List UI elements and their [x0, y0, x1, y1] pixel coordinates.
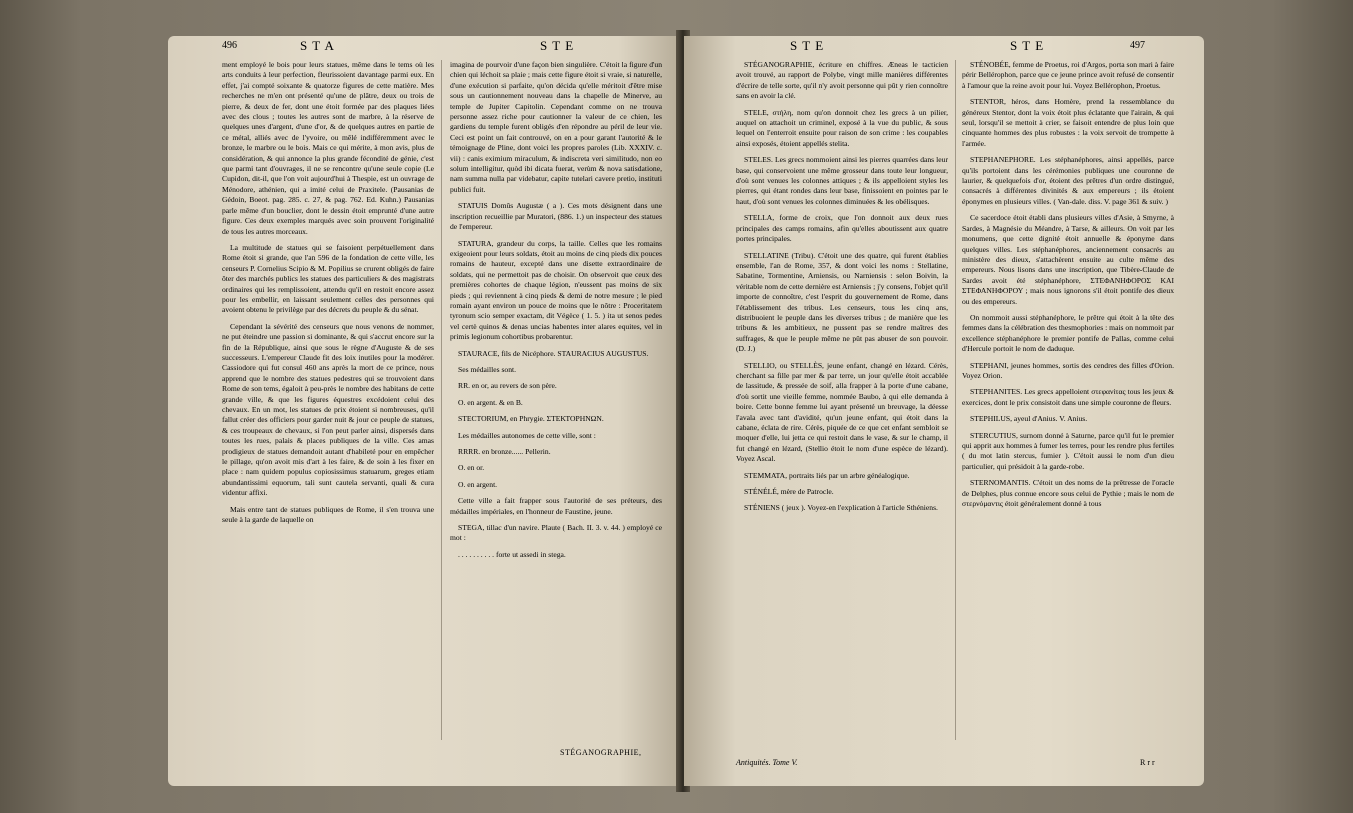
paragraph: imagina de pourvoir d'une façon bien singulière. C'étoit la figure d'un chien qui léchoit sa plaie ; mais cette figure étoit si vraie, si naturelle, d'une exécution si parfaite, qu'on décida qu'elle méritoit d'être mise sous un cautionnement nouveau dans la chapelle de Minerve, au temple de Jupiter Capitolin. Cependant comme on ne trouva personne assez riche pour cautionner la valeur de ce chien, les gardiens du temple furent obligés d'en répondre au péril de leur vie. Ceci est point un fait controuvé, on en a pour garant l'autorité & le témoignage de Pline, dont voici les propres paroles (Lib. XXXIV. c. vii) : canis eximium miraculum, & indiscreta veri similitudo, non eo solum intelligitur, quòd ibi dicata fuerat, verùm & nova satisdatione, nam summa nulla par videbatur, capite tutelari cavere pretio, instituti publici fuit.: [450, 60, 662, 194]
paragraph: STEPHANITES. Les grecs appelloient στεφανίτας tous les jeux & exercices, dont le prix consistoit dans une simple couronne de fleurs.: [962, 387, 1174, 407]
left-column-2: [450, 60, 662, 740]
right-page-number: 497: [1130, 40, 1145, 51]
right-running-head-2: S T E: [1010, 38, 1045, 53]
paragraph: STÉNOBÉE, femme de Proetus, roi d'Argos, porta son mari à faire périr Bellérophon, parce que ce jeune prince avoit refusé de consentir à l'amour que la reine avoit pour lui. Voyez Bellérophon, Proetus.: [962, 60, 1174, 90]
paragraph: STEMMATA, portraits liés par un arbre généalogique.: [744, 470, 910, 480]
paragraph: Les médailles autonomes de cette ville, sont :: [458, 430, 596, 440]
paragraph: STECTORIUM, en Phrygie. ΣΤΕΚΤΟΡΗΝΩΝ.: [458, 414, 604, 424]
left-page-number: 496: [222, 40, 237, 51]
paragraph: STEPHANEPHORE. Les stéphanéphores, ainsi appellés, parce qu'ils portoient dans les cérémonies publiques une couronne de laurier, & quelquefois d'or, étoient des prêtres d'un ordre distingué, consacrés à différentes divinités & aux empereurs ; ils étoient éponymes en plusieurs villes. ( Van-dale. diss. V. page 361 & suiv. ): [962, 155, 1174, 206]
paragraph: O. en argent.: [458, 479, 498, 489]
paragraph: STEPHANI, jeunes hommes, sortis des cendres des filles d'Orion. Voyez Orion.: [962, 360, 1174, 380]
paragraph: STERCUTIUS, surnom donné à Saturne, parce qu'il fut le premier qui apprit aux hommes à fumer les terres, pour les rendre plus fertiles ( du mot latin stercus, fumier ). C'étoit aussi le nom d'un dieu particulier, qui présidoit à la garde-robe.: [962, 430, 1174, 471]
paragraph: STÉNÉLÉ, mère de Patrocle.: [744, 487, 834, 497]
paragraph: Ses médailles sont.: [458, 364, 517, 374]
left-column-1: [222, 60, 434, 740]
footer-signature: R r r: [1140, 758, 1155, 767]
left-running-head-2: S T E: [540, 38, 575, 53]
paragraph: Cette ville a fait frapper sous l'autorité de ses préteurs, des médailles impériales, en l'honneur de Faustine, jeune.: [450, 496, 662, 516]
paragraph: STAURACE, fils de Nicéphore. STAURACIUS AUGUSTUS.: [458, 348, 649, 358]
paragraph: On nommoit aussi stéphanéphore, le prêtre qui étoit à la tête des femmes dans la célébration des thesmophories : mais on nommoit par excellence stéphanéphore le premier pontife de Pallas, comme celui d'Hercule portoit le nom de daduque.: [962, 312, 1174, 354]
paragraph: La multitude de statues qui se faisoient perpétuellement dans Rome étoit si grande, que l'an 596 de la fondation de cette ville, les censeurs P. Cornelius Scipio & M. Popilius se crurent obligés de faire ôter des marchés publics les statues des particuliers & des magistrats ordinaires qui les remplissoient, attendu qu'il en restoit encore assez pour les embellir, en laissant seulement celles des personnes qui avoient obtenu le privilège par des décrets du peuple & du sénat.: [222, 242, 434, 315]
paragraph: STELE, στήλη, nom qu'on donnoit chez les grecs à un pilier, auquel on attachoit un criminel, exposé à la vue du public, & sous lequel on l'enterroit ensuite pour raison de son crime : les coupables ainsi exposés, étoient appellés stelita.: [736, 107, 948, 148]
right-column-1: [736, 60, 948, 740]
footer-volume: Antiquités. Tome V.: [736, 758, 798, 767]
paragraph: STATURA, grandeur du corps, la taille. Celles que les romains exigeoient pour leurs soldats, étoit au moins de cinq pieds dix pouces romains de hauteur, excepté dans une disette extraordinaire de soldats, qui ne permettoit pas de choisir. On observoit que ceux des premières cohortes de chaque légion, n'eussent pas moins de six pieds ; qui reviennent à cinq pieds & demi de notre mesure ; le pied romain ayant environ un pouce de moins que le nôtre : Proceritatem tyronum scio semper exactam, dit Végèce ( 1. 5. ) ita ut senos pedes vel certè quinos & denas uncias habentes inter alares equites, vel in primis legionum cohortibus probarentur.: [450, 238, 662, 342]
paragraph: STELES. Les grecs nommoient ainsi les pierres quarrées dans leur base, qui conservoient une même grosseur dans toute leur longueur, d'où sont venues les colonnes attiques ; & ils appelloient styles les pierres, qui étant rondes dans leur base, finissoient en pointes par le haut, d'où sont venues les colonnes diminuées & les obélisques.: [736, 155, 948, 206]
paragraph: STELLA, forme de croix, que l'on donnoit aux deux rues principales des camps romains, afin qu'elles aboutissent aux quatre portes principales.: [736, 213, 948, 244]
paragraph: . . . . . . . . . . forte ut assedi in stega.: [458, 549, 566, 559]
paragraph: STELLATINE (Tribu). C'étoit une des quatre, qui furent établies ensemble, l'an de Rome, 357, & dont voici les noms : Stellatine, Sabatine, Tormentine, Arniensis, ou Narniensis : selon Boivin, la véritable nom de cette dernière est Arniensis ; j'y consens, l'objet qu'il importe de connoître, c'est l'esprit du gouvernement de Rome, dans l'établissement des tribus. Les censeurs, tous les cinq ans, distribuoient le peuple dans les diverses tribus ; de manière que les tribuns & les ambitieux, ne pussent pas se rendre maîtres des suffrages, & que le peuple même ne pût pas abuser de son pouvoir. (D. J.): [736, 250, 948, 354]
paragraph: STÉGANOGRAPHIE, écriture en chiffres. Æneas le tacticien avoit trouvé, au rapport de Polybe, vingt mille manières différentes d'écrire de telle sorte, qu'il n'y avoit personne qui pût y rien connoître sans en avoir la clé.: [736, 60, 948, 101]
paragraph: Ce sacerdoce étoit établi dans plusieurs villes d'Asie, à Smyrne, à Sardes, à Magnésie du Méandre, à Tarse, & ailleurs. On voit par les monumens, que cette dignité étoit annuelle & éponyme dans quelques villes. Les stéphanéphores, anciennement consacrés au ministère des dieux, s'attachèrent ensuite au culte même des empereurs. Nous lisons dans une inscription, que Tibère-Claude de Sardes avoit été stéphanéphore, ΣΤΕΦΑΝΗΦΟΡΟΣ ΚΑΙ ΣΤΕΦΑΝΗΦΟΡΟΥ ; mais nous ignorons s'il étoit pontife des dieux ou des empereurs.: [962, 213, 1174, 306]
paragraph: RRRR. en bronze...... Pellerin.: [458, 447, 551, 456]
column-rule: [441, 60, 442, 740]
paragraph: ment employé le bois pour leurs statues, même dans le tems où les arts conduits à leur perfection, fleurissoient davantage parmi eux. En effet, j'ai compté soixante & quatorze figures de cette matière. Mes recherches ne m'en ont présenté qu'une de plâtre, deux ou trois de pierre, & deux de fer, dont une étoit formée par des plaques liées avec des clous ; toutes les autres sont de marbre, à la réserve de quelques unes d'argent, d'une d'or, & de quelques autres en partie de ce métal, alliés avec de l'yvoire, ou mêlé indifféremment avec le bronze, le marbre ou le bois. Mais ce qui mérite, à mon avis, plus de considération, & qui annonce la plus grande fécondité de génie, c'est que parmi tant d'ouvrages, il ne se rencontre qu'une seule copie (Le Cupidon, dit-il, que l'on voit aujourd'hui à Thespie, est un ouvrage de Ménodore, athénien, qui a imité celui de Praxitele. (Pausanias de Gédoin, Boeot. pag. 285. c. 27, & pag. 762. Ed. Kuhn.) Pausanias parle même d'un bouclier, dont le dessin étoit emprunté d'une autre figure. Ces deux exemples marqués avec soin prouvent l'originalité de tous les autres morceaux.: [222, 60, 434, 236]
paragraph: STÉNIENS ( jeux ). Voyez-en l'explication à l'article Sthéniens.: [744, 503, 938, 513]
right-running-head-1: S T E: [790, 38, 825, 53]
paragraph: STEGA, tillac d'un navire. Plaute ( Bach. II. 3. v. 44. ) employé ce mot :: [450, 523, 662, 543]
paragraph: STELLIO, ou STELLÈS, jeune enfant, changé en lézard. Cérès, cherchant sa fille par mer & par terre, un jour qu'elle étoit accablée de lassitude, & pressée de soif, alla frapper à la porte d'une cabane, d'où sortit une vieille femme, nommée Baubo, à qui elle demanda à boire. Cette bonne femme lui ayant présenté un breuvage, la déesse l'avala avec tant d'avidité, qu'un jeune enfant, qui étoit dans la cabane, éclata de rire. Cérès, piquée de ce que cet enfant sembloit se moquer d'elle, lui jetta ce qui restoit dans le vase, & sur le champ, il fut changé en lézard, (Stellio étoit le nom d'une espèce de lézard). Voyez Ascal.: [736, 360, 948, 464]
paragraph: STATUIS Domûs Augustæ ( a ). Ces mots désignent dans une inscription recueillie par Muratori, (886. 1.) un inspecteur des statues de l'empereur.: [450, 201, 662, 232]
left-running-head-1: S T A: [300, 38, 335, 53]
paragraph: Cependant la sévérité des censeurs que nous venons de nommer, ne put éteindre une passion si dominante, & qui s'accrut encore sur la fin de la République, ainsi que sous le règne d'Auguste & de ses successeurs. L'empereur Claude fit des loix inutiles pour la modérer. Cassiodore qui fut consul 460 ans après la mort de ce prince, nous apprend que le nombre des statues pedestres qui se trouvoient dans Rome de son tems, égaloit à peu-près le nombre des habitans de cette grande ville, & que les figures équestres excédoient celui des chevaux. En un mot, les statues de prix étoient si nombreuses, qu'il fallut créer des officiers pour garder nuit & jour ce peuple de statues, & ces troupeaux de chevaux, si l'on peut parler ainsi, dispersés dans toutes les rues, palais & places publiques de la ville. Ces amas prodigieux de statues demandoit autant d'habileté pour en empêcher le pillage, qu'on avoit mis d'art à les faire, & de soin à les fixer en place : nam quidem populus copiosissimus statuarum, greges etiam abundantissimi equorum, tali sunt cautela servanti, quali & cura videntur affixi.: [222, 321, 434, 498]
paragraph: O. en or.: [458, 463, 485, 473]
paragraph: STERNOMANTIS. C'étoit un des noms de la prêtresse de l'oracle de Delphes, plus connue encore sous celui de Pythie ; mais le nom de στερνόμαντις étoit généralement donné à tous: [962, 478, 1174, 509]
paragraph: RR. en or, au revers de son père.: [458, 381, 557, 391]
paragraph: O. en argent. & en B.: [458, 397, 523, 407]
column-rule: [955, 60, 956, 740]
paragraph: STENTOR, héros, dans Homère, prend la ressemblance du généreux Stentor, dont la voix étoit plus éclatante que l'airain, & qui seul, lorsqu'il se mettoit à crier, se faisoit entendre de plus loin que cinquante hommes des plus robustes : la voix servoit de trompette à l'armée.: [962, 97, 1174, 148]
paragraph: Mais entre tant de statues publiques de Rome, il s'en trouva une seule à la garde de laquelle on: [222, 504, 434, 525]
catchword: STÉGANOGRAPHIE,: [560, 748, 642, 757]
right-column-2: [962, 60, 1174, 740]
paragraph: STEPHILUS, ayeul d'Anius. V. Anius.: [970, 414, 1088, 424]
